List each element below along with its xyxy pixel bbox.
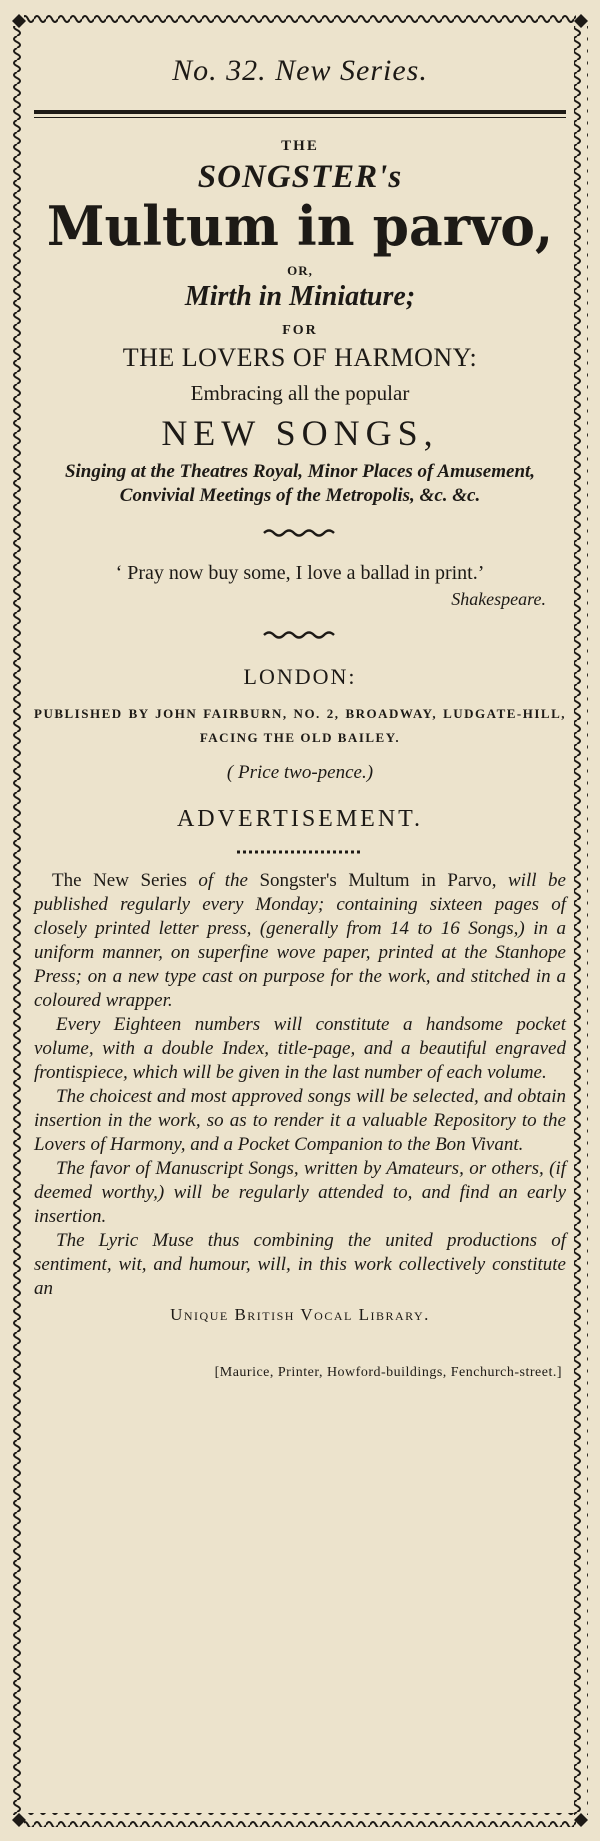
title-new-songs: NEW SONGS, [161,413,439,453]
epigraph-author: Shakespeare. [451,589,546,609]
title-embracing: Embracing all the popular [190,381,410,405]
title-singing: Singing at the Theatres Royal, Minor Places of Amusement, Convivial Meetings of the Metropolis, &c. &c. [64,461,536,506]
header-rule [34,110,566,118]
ornament-divider [262,630,338,640]
page-content [34,40,566,1381]
title-lovers: THE LOVERS OF HARMONY: [122,343,478,372]
advertisement-paragraph: The favor of Manuscript Songs, written by Amateurs, or others, (if deemed worthy,) will be regularly attended to, and find an early insertion. [34,1158,566,1227]
advertisement-heading: ADVERTISEMENT. [176,806,424,832]
advertisement-paragraph: Every Eighteen numbers will constitute a handsome pocket volume, with a double Index, title-page, and a beautiful engraved frontispiece, which will be given in the last number of each volume. [34,1014,566,1083]
imprint-price: ( Price two-pence.) [226,762,374,783]
printer-imprint: [Maurice, Printer, Howford-buildings, Fenchurch-street.] [214,1365,562,1380]
imprint-publisher: PUBLISHED BY JOHN FAIRBURN, NO. 2, BROADWAY, LUDGATE-HILL, FACING THE OLD BAILEY. [34,706,566,745]
title-or: OR, [287,263,313,278]
title-multum-in-parvo: Multum in parvo, [46,194,554,259]
epigraph-quote: ‘ Pray now buy some, I love a ballad in print.’ [115,562,485,584]
series-number: No. 32. New Series. [172,54,428,87]
text-span: The New Series [52,870,187,891]
text-span: will be published regularly every Monday; containing sixteen pages of closely printed letter press, (generally from 14 to 16 Songs,) in a uniform manner, on superfine wove paper, printed at the Stanhope Press; on a new type cast on purpose for the work, and stitched in a coloured wrapper. [34,870,566,1011]
advertisement-body [34,869,566,1301]
title-songsters: SONGSTER's [197,159,403,195]
title-for: FOR [282,323,318,338]
advertisement-paragraph: The Lyric Muse thus combining the united productions of sentiment, wit, and humour, will, in this work collectively constitute an [34,1230,566,1299]
vocal-library: Unique British Vocal Library. [170,1305,430,1324]
ornament-divider [262,528,338,538]
dotted-rule [235,849,365,855]
advertisement-paragraph [34,869,566,1013]
text-span: of the [186,870,260,891]
text-span: Songster's Multum in Parvo, [259,870,497,891]
subtitle-mirth: Mirth in Miniature; [184,281,416,312]
title-the: THE [281,138,319,154]
advertisement-paragraph: The choicest and most approved songs will be selected, and obtain insertion in the work, so as to render it a valuable Repository to the Lovers of Harmony, and a Pocket Companion to the Bon Vivant. [34,1086,566,1155]
imprint-city: LONDON: [243,664,357,689]
